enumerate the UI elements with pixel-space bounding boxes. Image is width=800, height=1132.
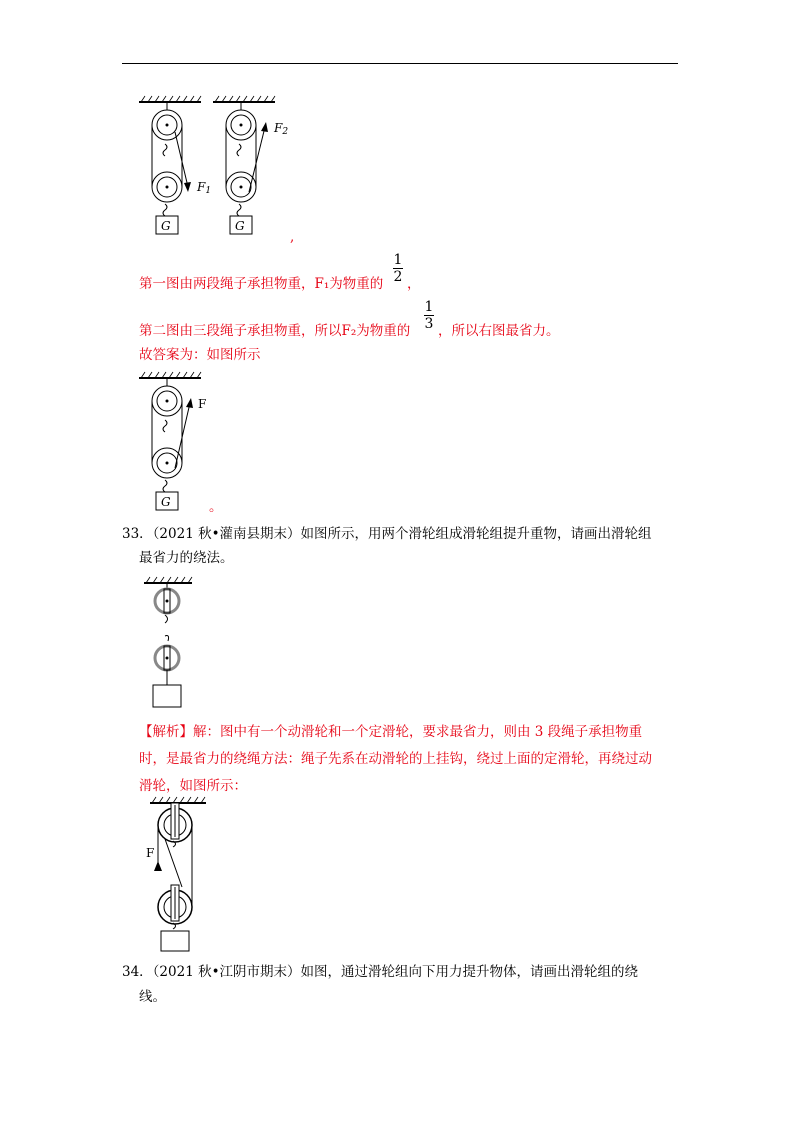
pulley-figure-comparison <box>135 92 310 242</box>
answer-line-1 <box>139 275 383 293</box>
fraction-denominator: 2 <box>393 269 403 285</box>
weight-label: G <box>161 495 171 509</box>
question-34-line-2: 线。 <box>139 989 166 1005</box>
fraction-one-half <box>393 253 403 284</box>
f2-label: F2 <box>274 121 289 137</box>
analysis-line-3: 滑轮，如图所示： <box>139 778 247 794</box>
analysis-tag: 【解析】 <box>139 724 193 740</box>
question-33-line-1: 33．（2021 秋•灌南县期末）如图所示，用两个滑轮组成滑轮组提升重物，请画出滑轮组 <box>122 526 652 542</box>
comma-mark: , <box>290 229 295 245</box>
pulley-figure-question-33 <box>140 575 200 710</box>
question-34-line-1: 34．（2021 秋•江阴市期末）如图，通过滑轮组向下用力提升物体，请画出滑轮组的绕 <box>122 964 639 980</box>
fraction-numerator: 1 <box>393 252 403 268</box>
fraction-denominator: 3 <box>424 316 434 332</box>
answer-summary: 故答案为：如图所示 <box>139 347 261 363</box>
pulley-figure-answer <box>135 368 215 513</box>
period-mark: 。 <box>209 499 223 515</box>
analysis-text: 解：图中有一个动滑轮和一个定滑轮，要求最省力，则由 3 段绳子承担物重 <box>193 724 643 740</box>
pulley-figure-answer-33 <box>140 795 220 955</box>
answer-line-1-text: 第一图由两段绳子承担物重，F₁为物重的 <box>139 276 384 292</box>
analysis-line-1 <box>139 723 642 741</box>
question-33-line-2: 最省力的绕法。 <box>139 550 234 566</box>
answer-line-1-tail: ， <box>407 276 421 292</box>
fraction-numerator: 1 <box>424 299 434 315</box>
answer-line-2-text: 第二图由三段绳子承担物重，所以F₂为物重的 <box>139 323 411 339</box>
header-rule <box>122 63 678 64</box>
force-label: F <box>198 397 207 411</box>
answer-line-2 <box>139 322 410 340</box>
force-label: F <box>146 846 155 860</box>
analysis-line-2: 时，是最省力的绕绳方法：绳子先系在动滑轮的上挂钩，绕过上面的定滑轮，再绕过动 <box>139 751 652 767</box>
weight-label-right: G <box>235 219 245 233</box>
answer-line-2-tail: ，所以右图最省力。 <box>438 323 560 339</box>
weight-label-left: G <box>161 219 171 233</box>
f1-label: F1 <box>197 180 212 196</box>
fraction-one-third <box>424 300 434 331</box>
